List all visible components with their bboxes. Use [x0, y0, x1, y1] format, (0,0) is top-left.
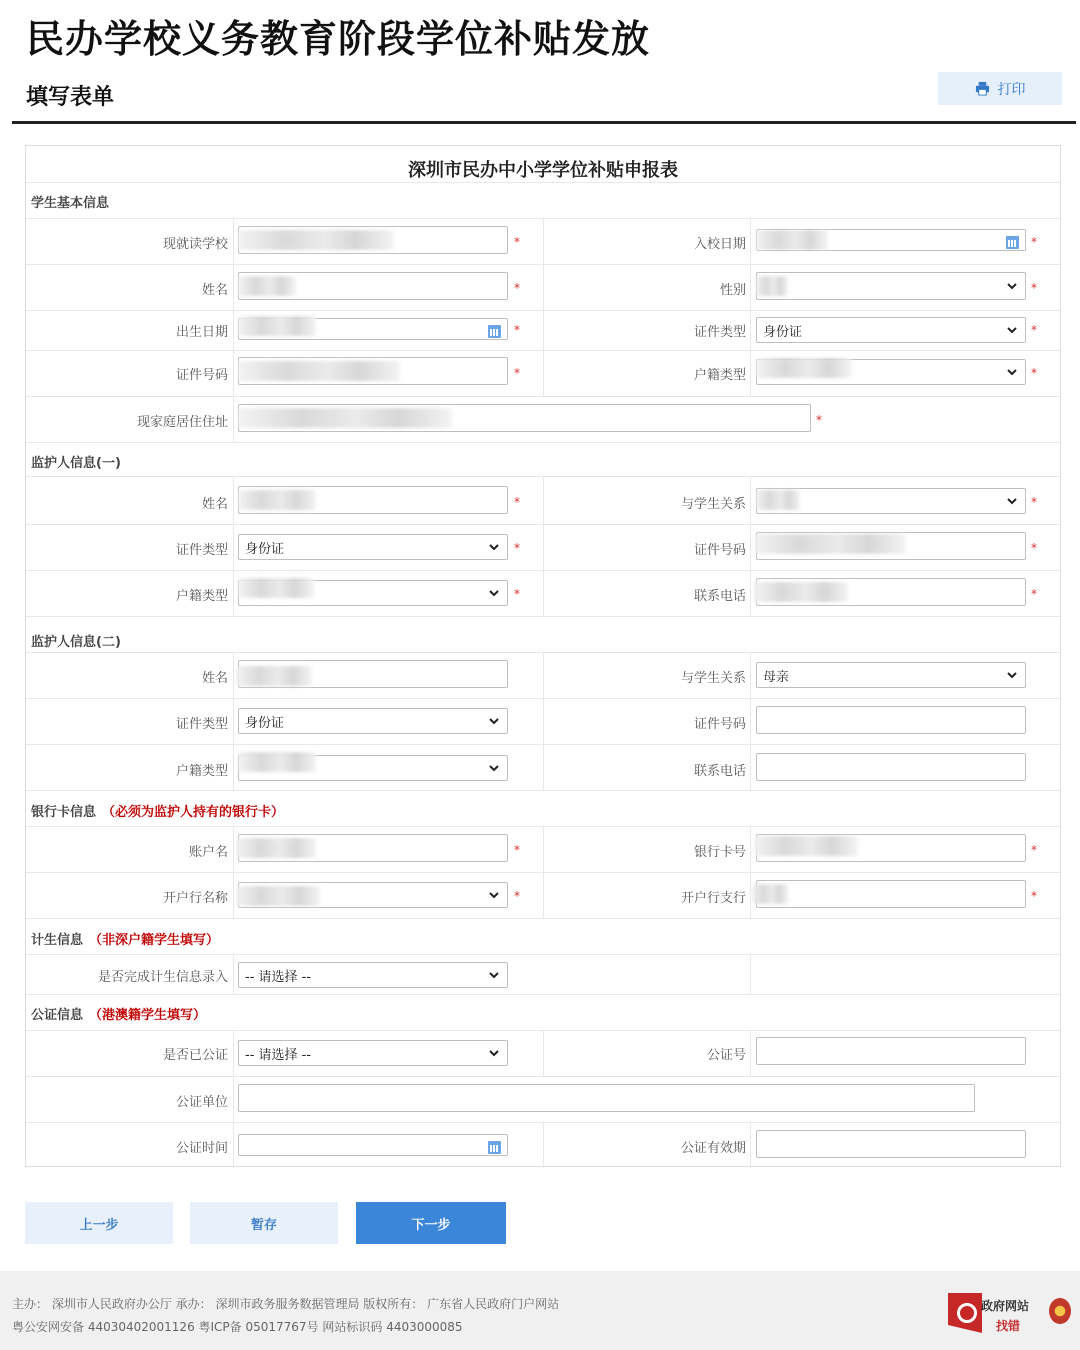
redacted-value: [238, 316, 316, 336]
next-step-button[interactable]: 下一步: [356, 1202, 506, 1244]
family-planning-select[interactable]: -- 请选择 --: [238, 962, 508, 988]
col-divider: [750, 218, 751, 396]
guardian2-id-no-label: 证件号码: [693, 717, 746, 732]
section-guardian-1: 监护人信息(一): [31, 456, 121, 471]
section-notary-note: （港澳籍学生填写）: [89, 1008, 207, 1023]
chevron-down-icon: [487, 968, 501, 982]
redacted-value: [238, 578, 314, 598]
notary-validity-input[interactable]: [756, 1130, 1026, 1158]
guardian1-phone-label: 联系电话: [693, 589, 746, 604]
required-mark: *: [514, 889, 520, 903]
guardian2-hukou-label: 户籍类型: [175, 764, 228, 779]
row-divider: [26, 442, 1060, 443]
print-label: 打印: [997, 81, 1026, 98]
guardian2-id-no-input[interactable]: [756, 706, 1026, 734]
magnifier-logo-icon: [948, 1293, 982, 1333]
notary-no-input[interactable]: [756, 1037, 1026, 1065]
required-mark: *: [1031, 541, 1037, 555]
col-divider: [750, 954, 751, 994]
col-divider: [750, 476, 751, 616]
header-divider: [12, 121, 1076, 124]
save-draft-button[interactable]: 暂存: [190, 1202, 338, 1244]
notarized-label: 是否已公证: [162, 1048, 228, 1063]
card-no-label: 银行卡号: [693, 845, 746, 860]
notary-no-label: 公证号: [706, 1048, 746, 1063]
redacted-value: [754, 582, 848, 602]
guardian2-id-type-select[interactable]: 身份证: [238, 708, 508, 734]
notarized-select[interactable]: -- 请选择 --: [238, 1040, 508, 1066]
row-divider: [26, 1076, 1060, 1077]
required-mark: *: [816, 413, 822, 427]
section-notary: [31, 1004, 206, 1023]
col-divider: [543, 1030, 544, 1076]
bank-name-label: 开户行名称: [162, 891, 228, 906]
row-divider: [26, 954, 1060, 955]
section-guardian-2: 监护人信息(二): [31, 635, 121, 650]
redacted-value: [236, 666, 312, 686]
col-divider: [543, 826, 544, 918]
required-mark: *: [1031, 323, 1037, 337]
gender-select[interactable]: [756, 272, 1026, 300]
section-student: 学生基本信息: [31, 196, 110, 211]
chevron-down-icon: [1005, 279, 1019, 293]
chevron-down-icon: [487, 1046, 501, 1060]
chevron-down-icon: [487, 888, 501, 902]
required-mark: *: [514, 495, 520, 509]
guardian2-phone-label: 联系电话: [693, 764, 746, 779]
gov-site-error-report-badge[interactable]: [948, 1293, 1068, 1335]
footer-sponsor-line: 主办： 深圳市人民政府办公厅 承办： 深圳市政务服务数据管理局 版权所有： 广东省人民政府门户网站: [12, 1297, 560, 1311]
required-mark: *: [1031, 281, 1037, 295]
required-mark: *: [1031, 843, 1037, 857]
row-divider: [26, 918, 1060, 919]
col-divider: [750, 1030, 751, 1076]
student-id-no-label: 证件号码: [175, 368, 228, 383]
guardian1-relation-label: 与学生关系: [680, 497, 746, 512]
print-button[interactable]: [938, 72, 1062, 105]
guardian2-id-type-label: 证件类型: [175, 717, 228, 732]
calendar-icon[interactable]: [488, 1141, 501, 1154]
section-family-planning-note: （非深户籍学生填写）: [89, 933, 220, 948]
section-family-planning: [31, 929, 219, 948]
guardian1-id-type-select[interactable]: 身份证: [238, 534, 508, 560]
col-divider: [750, 652, 751, 790]
col-divider: [543, 652, 544, 790]
required-mark: *: [1031, 366, 1037, 380]
required-mark: *: [514, 843, 520, 857]
chevron-down-icon: [487, 761, 501, 775]
notary-org-label: 公证单位: [175, 1095, 228, 1110]
col-divider: [233, 218, 234, 442]
redacted-value: [752, 884, 788, 904]
school-label: 现就读学校: [162, 237, 228, 252]
guardian1-id-no-label: 证件号码: [693, 543, 746, 558]
row-divider: [26, 396, 1060, 397]
required-mark: *: [514, 281, 520, 295]
address-label: 现家庭居住住址: [136, 415, 228, 430]
col-divider: [233, 826, 234, 918]
chevron-down-icon: [487, 714, 501, 728]
redacted-value: [754, 534, 906, 554]
footer: [0, 1271, 1080, 1350]
required-mark: *: [1031, 495, 1037, 509]
guardian2-phone-input[interactable]: [756, 753, 1026, 781]
redacted-value: [238, 408, 452, 428]
notary-time-label: 公证时间: [175, 1141, 228, 1156]
redacted-value: [756, 490, 800, 510]
notary-org-input[interactable]: [238, 1084, 975, 1112]
row-divider: [26, 182, 1060, 183]
calendar-icon[interactable]: [488, 325, 501, 338]
chevron-down-icon: [1005, 668, 1019, 682]
redacted-value: [238, 276, 296, 296]
emblem-icon: [1049, 1298, 1071, 1324]
row-divider: [26, 616, 1060, 617]
section-notary-title: 公证信息: [31, 1008, 84, 1023]
chevron-down-icon: [487, 540, 501, 554]
page-title: 民办学校义务教育阶段学位补贴发放: [26, 17, 651, 61]
student-hukou-label: 户籍类型: [693, 368, 746, 383]
redacted-value: [756, 276, 788, 296]
guardian1-name-label: 姓名: [201, 497, 228, 512]
required-mark: *: [1031, 889, 1037, 903]
row-divider: [26, 994, 1060, 995]
gender-label: 性别: [719, 283, 746, 298]
calendar-icon[interactable]: [1006, 236, 1019, 249]
required-mark: *: [514, 587, 520, 601]
col-divider: [750, 826, 751, 918]
page-subtitle: 填写表单: [26, 85, 115, 110]
guardian2-name-label: 姓名: [201, 671, 228, 686]
required-mark: *: [1031, 587, 1037, 601]
row-divider: [26, 790, 1060, 791]
guardian1-id-type-label: 证件类型: [175, 543, 228, 558]
badge-subtitle: 找错: [996, 1319, 1021, 1333]
required-mark: *: [514, 541, 520, 555]
notary-validity-label: 公证有效期: [680, 1141, 746, 1156]
badge-title: 政府网站: [981, 1299, 1030, 1313]
form-title: 深圳市民办中小学学位补贴申报表: [408, 160, 678, 181]
section-bank-note: （必须为监护人持有的银行卡）: [102, 805, 285, 820]
section-bank-title: 银行卡信息: [31, 805, 97, 820]
student-id-type-label: 证件类型: [693, 325, 746, 340]
chevron-down-icon: [487, 586, 501, 600]
guardian2-relation-label: 与学生关系: [680, 671, 746, 686]
chevron-down-icon: [1005, 365, 1019, 379]
redacted-value: [238, 361, 400, 381]
notary-time-input[interactable]: [238, 1134, 508, 1156]
redacted-value: [238, 752, 316, 772]
student-id-type-select[interactable]: 身份证: [756, 317, 1026, 343]
redacted-value: [236, 886, 320, 906]
col-divider: [233, 476, 234, 616]
section-family-planning-title: 计生信息: [31, 933, 84, 948]
redacted-value: [238, 230, 394, 250]
col-divider: [543, 1122, 544, 1168]
family-planning-label: 是否完成计生信息录入: [97, 970, 228, 985]
chevron-down-icon: [1005, 494, 1019, 508]
required-mark: *: [514, 323, 520, 337]
footer-record-line: 粤公安网安备 44030402001126 粤ICP备 05017767号 网站标识码 4403000085: [12, 1320, 463, 1334]
section-bank: [31, 801, 284, 820]
redacted-value: [754, 836, 858, 856]
redacted-value: [236, 838, 316, 858]
birth-date-label: 出生日期: [175, 325, 228, 340]
col-divider: [233, 1030, 234, 1168]
account-name-label: 账户名: [188, 845, 228, 860]
subsidy-form: [25, 145, 1061, 1167]
required-mark: *: [514, 366, 520, 380]
redacted-value: [756, 230, 828, 250]
student-name-label: 姓名: [201, 283, 228, 298]
branch-input[interactable]: [756, 880, 1026, 908]
col-divider: [233, 652, 234, 790]
col-divider: [543, 476, 544, 616]
branch-label: 开户行支行: [680, 891, 746, 906]
col-divider: [543, 218, 544, 396]
enroll-date-label: 入校日期: [693, 237, 746, 252]
redacted-value: [756, 358, 852, 378]
guardian1-hukou-label: 户籍类型: [175, 589, 228, 604]
prev-step-button[interactable]: 上一步: [25, 1202, 173, 1244]
required-mark: *: [1031, 235, 1037, 249]
required-mark: *: [514, 235, 520, 249]
guardian2-relation-select[interactable]: 母亲: [756, 662, 1026, 688]
chevron-down-icon: [1005, 323, 1019, 337]
printer-icon: [975, 81, 990, 96]
redacted-value: [238, 490, 316, 510]
col-divider: [233, 954, 234, 994]
col-divider: [750, 1122, 751, 1168]
